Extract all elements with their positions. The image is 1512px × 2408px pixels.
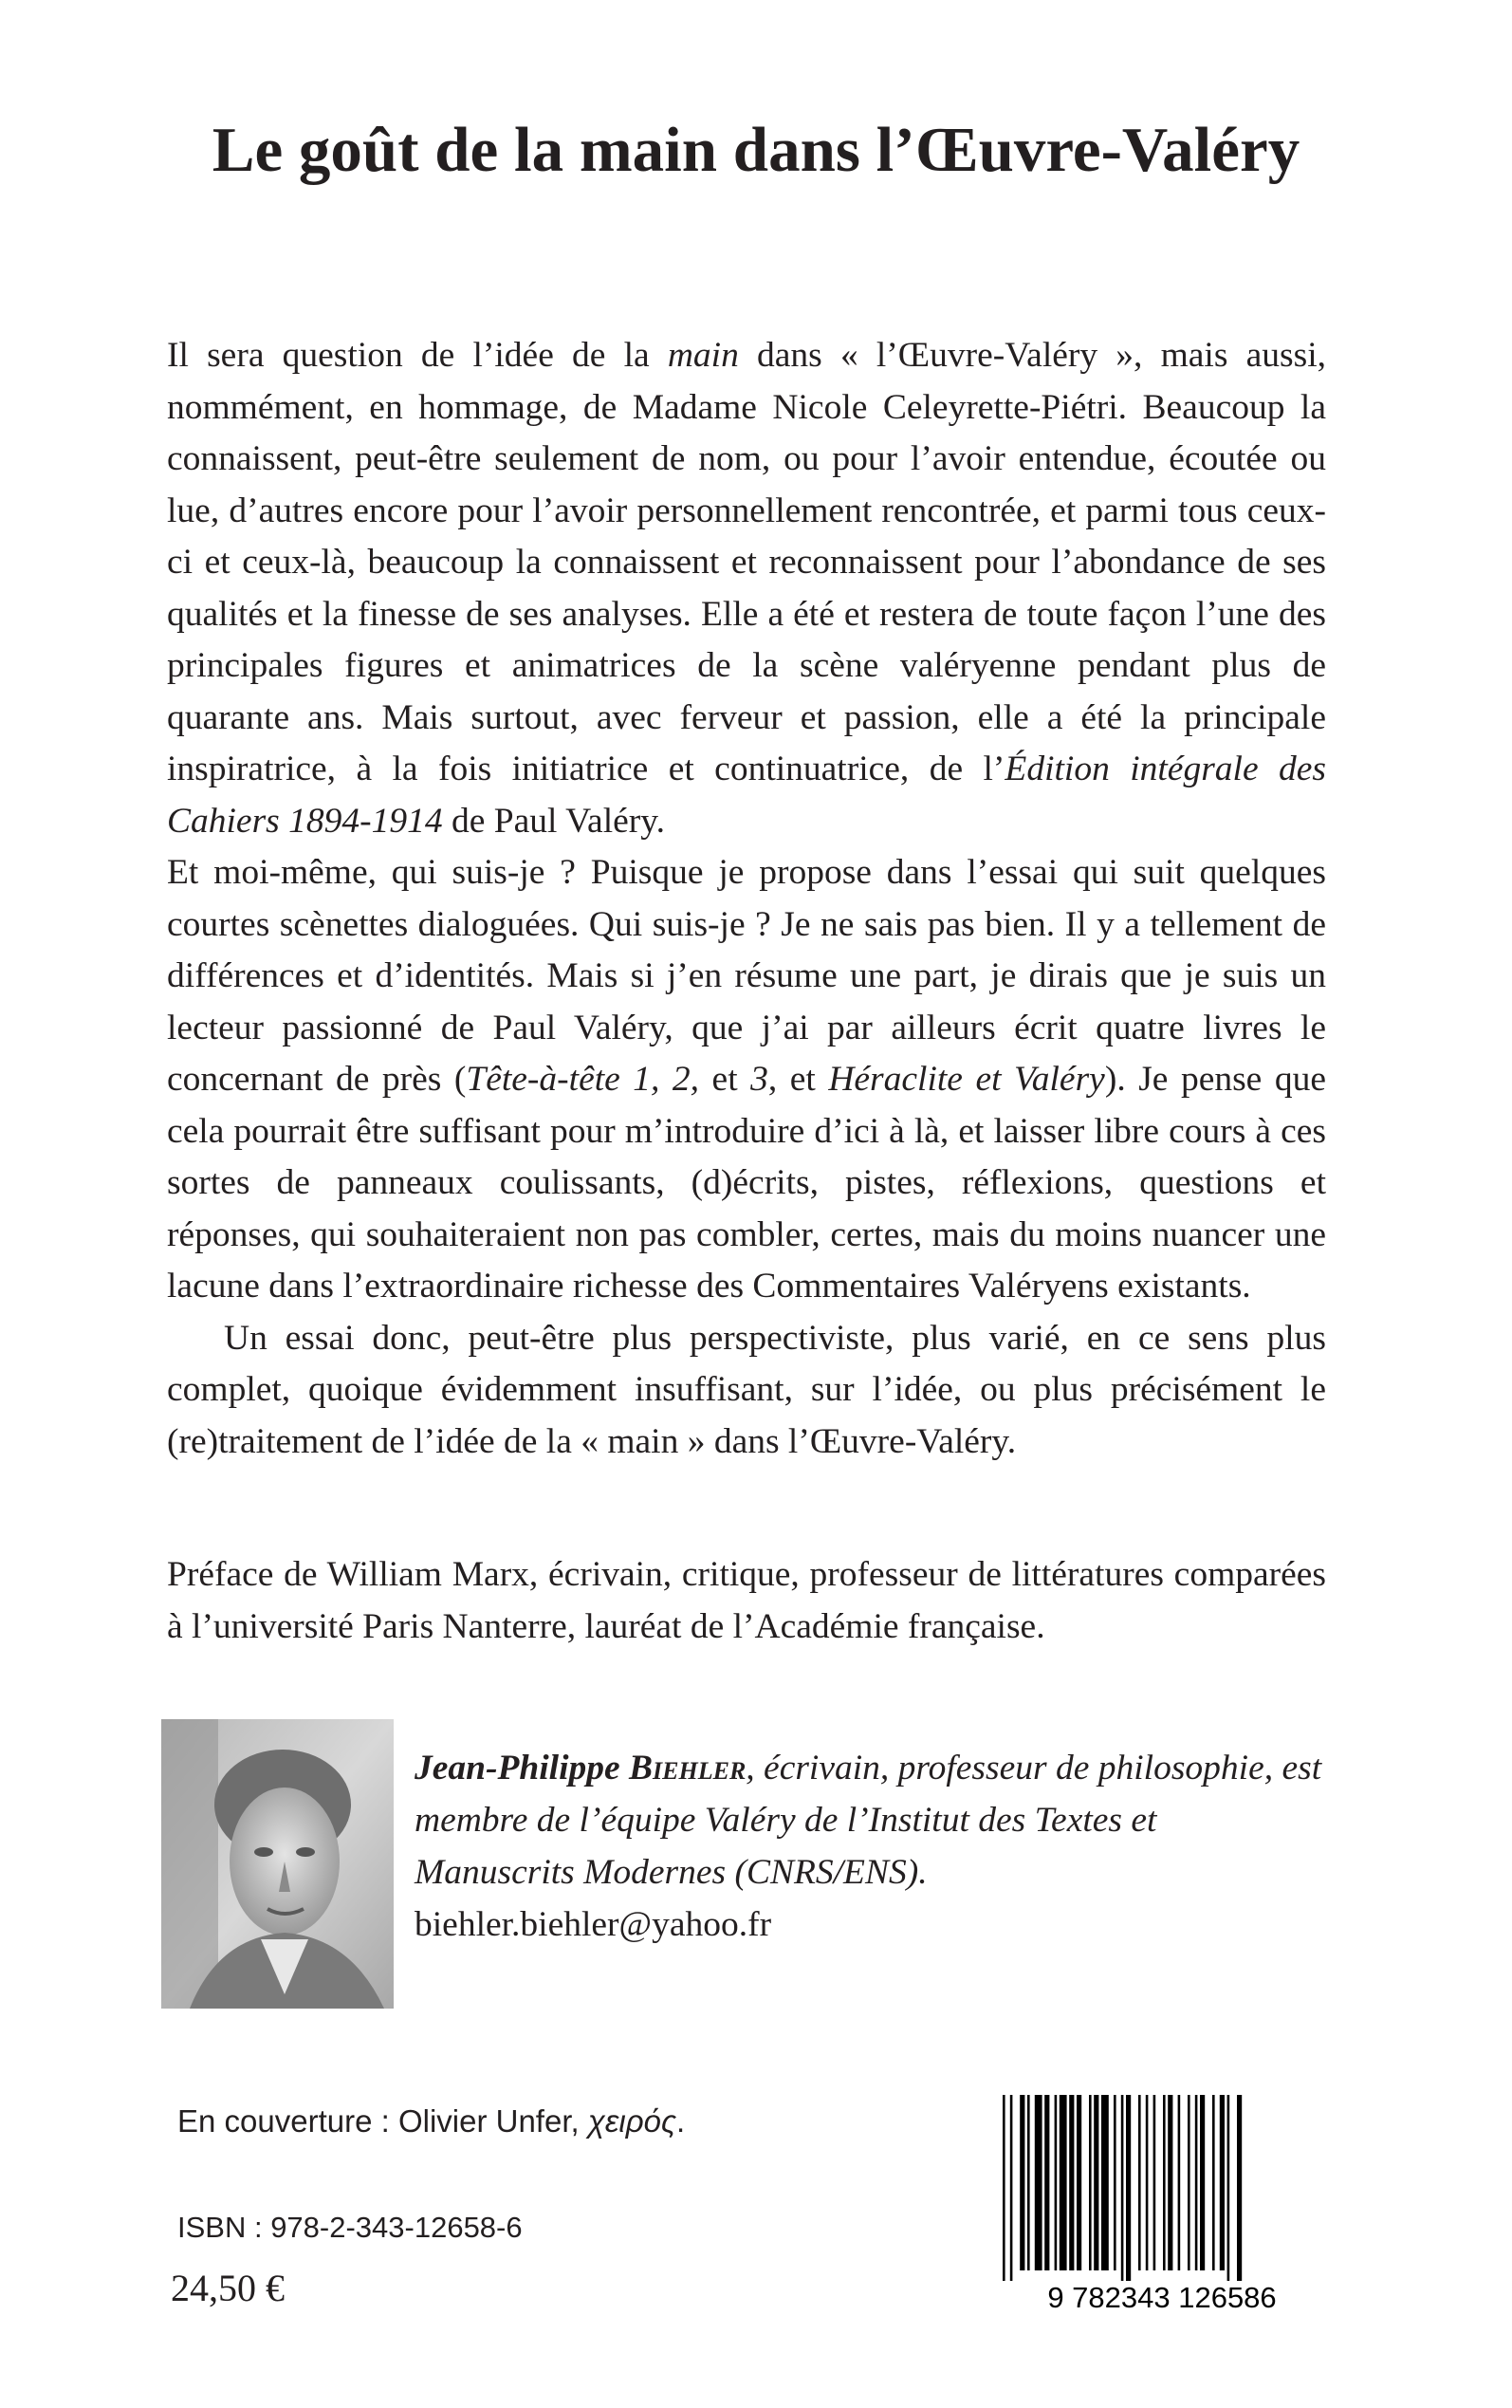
barcode-bar: [1153, 2095, 1156, 2270]
barcode-bar: [1138, 2095, 1141, 2270]
barcode-bar: [1101, 2095, 1109, 2270]
barcode-bar: [1069, 2095, 1074, 2270]
barcode-bar: [1094, 2095, 1098, 2270]
author-photo: [161, 1719, 394, 2009]
book-title: Le goût de la main dans l’Œuvre-Valéry: [212, 115, 1300, 185]
isbn: ISBN : 978-2-343-12658-6: [177, 2211, 523, 2244]
barcode-bar: [1168, 2095, 1172, 2270]
barcode-bar: [1035, 2095, 1042, 2270]
barcode-bar: [1212, 2095, 1215, 2270]
cover-credit: En couverture : Olivier Unfer, χειρός.: [177, 2103, 686, 2139]
barcode-bar: [1126, 2095, 1131, 2281]
blurb-paragraph-2: Et moi-même, qui suis-je ? Puisque je propose dans l’essai qui suit quelques courtes scènettes dialoguées. Qui suis-je ? Je ne sais pas bien. Il y a tellement de différences et d’identités. Mais si j’en résume une part, je dirais que je suis un lecteur passionné de Paul Valéry, que j’ai par ailleurs écrit quatre livres le concernant de près (Tête-à-tête 1, 2, et 3, et Héraclite et Valéry). Je pense que cela pourrait être suffisant pour m’introduire d’ici à là, et laisser libre cours à ces sortes de panneaux coulissants, (d)écrits, pistes, réflexions, questions et réponses, qui souhaiteraient non pas combler, certes, mais du moins nuancer une lacune dans l’extraordinaire richesse des Commentaires Valéryens existants.: [167, 853, 1326, 1306]
barcode-bar: [1188, 2095, 1190, 2270]
author-first-name: Jean-Philippe: [415, 1749, 630, 1787]
barcode-bar: [1146, 2095, 1149, 2270]
barcode-bar: [1114, 2095, 1116, 2270]
author-portrait-image: [161, 1719, 394, 2009]
barcode-bar: [1178, 2095, 1181, 2270]
barcode-bar: [1020, 2095, 1024, 2270]
barcode-bar: [1055, 2095, 1058, 2270]
barcode-bar: [1163, 2095, 1166, 2270]
back-cover-blurb: [167, 330, 1326, 1468]
barcode: [1003, 2095, 1322, 2313]
barcode-bar: [1121, 2095, 1124, 2281]
author-last-name: Biehler: [629, 1749, 747, 1787]
barcode-bar: [1237, 2095, 1242, 2281]
barcode-bar: [1089, 2095, 1092, 2270]
barcode-bar: [1077, 2095, 1081, 2270]
preface-credit: Préface de William Marx, écrivain, critique, professeur de littératures comparées à l’université Paris Nanterre, lauréat de l’Académie française.: [167, 1555, 1326, 1646]
barcode-bar: [1003, 2095, 1005, 2281]
barcode-bar: [1195, 2095, 1198, 2270]
barcode-bar: [1227, 2095, 1230, 2281]
author-email[interactable]: biehler.biehler@yahoo.fr: [415, 1905, 772, 1944]
barcode-bars: [1003, 2095, 1242, 2281]
blurb-paragraph-1: Il sera question de l’idée de la main dans « l’Œuvre-Valéry », mais aussi, nommément, en hommage, de Madame Nicole Celeyrette-Piétri. Beaucoup la connaissent, peut-être seulement de nom, ou pour l’avoir entendue, écoutée ou lue, d’autres encore pour l’avoir personnellement rencontrée, et parmi tous ceux-ci et ceux-là, beaucoup la connaissent et reconnaissent pour l’abondance de ses qualités et la finesse de ses analyses. Elle a été et restera de toute façon l’une des principales figures et animatrices de la scène valéryenne pendant plus de quarante ans. Mais surtout, avec ferveur et passion, elle a été la principale inspiratrice, à la fois initiatrice et continuatrice, de l’Édition intégrale des Cahiers 1894-1914 de Paul Valéry.: [167, 336, 1327, 841]
author-description: , écrivain, professeur de philosophie, est membre de l’équipe Valéry de l’Institut des Textes et Manuscrits Modernes (CNRS/ENS).: [415, 1749, 1322, 1892]
barcode-bar: [1200, 2095, 1205, 2270]
blurb-paragraph-3: Un essai donc, peut-être plus perspectiviste, plus varié, en ce sens plus complet, quoique évidemment insuffisant, sur l’idée, ou plus précisément le (re)traitement de l’idée de la « main » dans l’Œuvre-Valéry.: [167, 1318, 1326, 1461]
barcode-digits: 9 782343 126586: [1047, 2281, 1277, 2313]
price: 24,50 €: [171, 2267, 285, 2309]
barcode-bar: [1220, 2095, 1225, 2270]
barcode-bar: [1044, 2095, 1049, 2270]
barcode-bar: [1027, 2095, 1030, 2270]
barcode-bar: [1060, 2095, 1067, 2270]
barcode-bar: [1010, 2095, 1013, 2281]
author-bio: [415, 1742, 1325, 1951]
